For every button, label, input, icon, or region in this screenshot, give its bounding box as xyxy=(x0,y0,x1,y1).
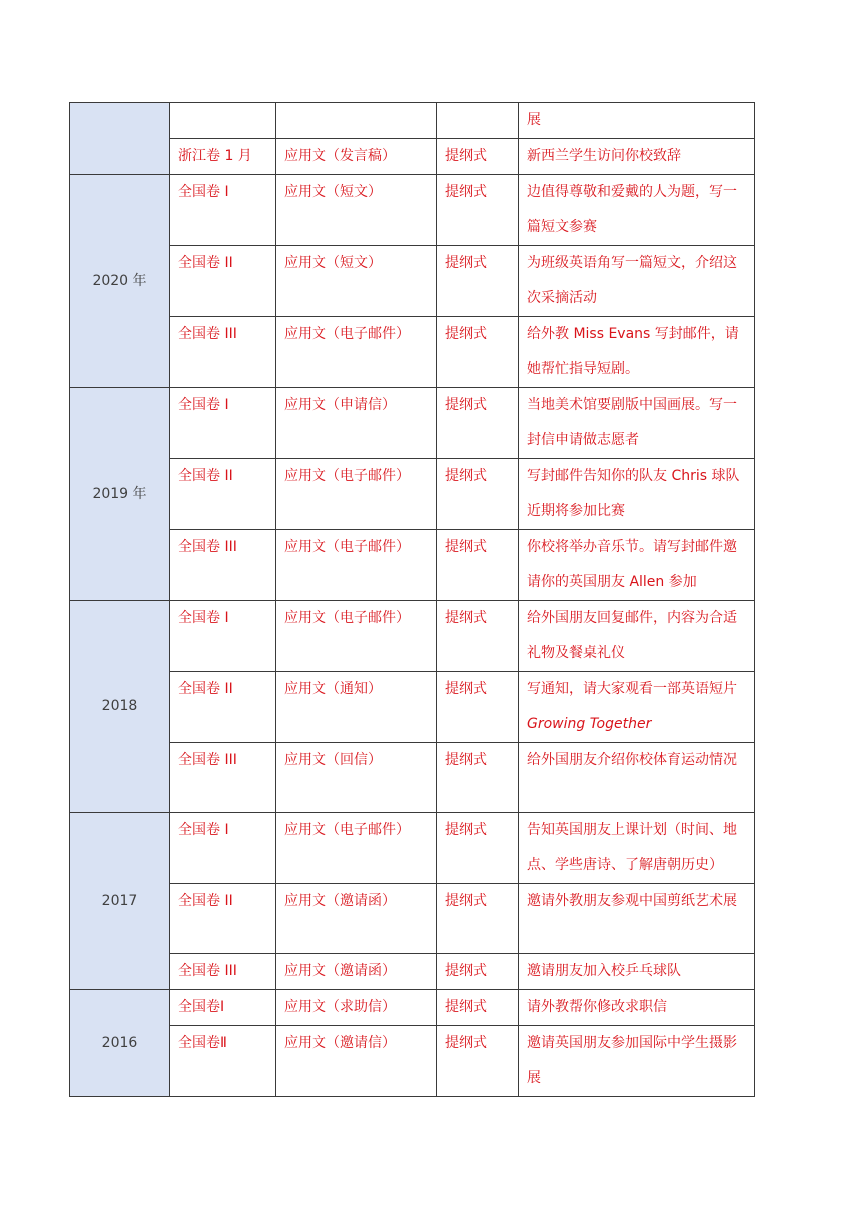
format-cell: 提纲式 xyxy=(437,388,519,459)
genre-cell: 应用文（电子邮件） xyxy=(276,317,437,388)
year-cell: 2020 年 xyxy=(70,175,170,388)
table-row xyxy=(70,530,755,601)
desc-cell: 邀请朋友加入校乒乓球队 xyxy=(519,954,755,990)
year-cell: 2017 xyxy=(70,813,170,990)
desc-cell: 给外国朋友回复邮件，内容为合适礼物及餐桌礼仪 xyxy=(519,601,755,672)
format-cell xyxy=(437,103,519,139)
desc-cell: 邀请外教朋友参观中国剪纸艺术展 xyxy=(519,884,755,954)
desc-cell: 告知英国朋友上课计划（时间、地点、学些唐诗、了解唐朝历史） xyxy=(519,813,755,884)
desc-cell: 请外教帮你修改求职信 xyxy=(519,990,755,1026)
genre-cell: 应用文（电子邮件） xyxy=(276,530,437,601)
paper-cell: 全国卷 II xyxy=(170,246,276,317)
format-cell: 提纲式 xyxy=(437,954,519,990)
format-cell: 提纲式 xyxy=(437,175,519,246)
format-cell: 提纲式 xyxy=(437,459,519,530)
paper-cell: 全国卷 I xyxy=(170,813,276,884)
desc-cell: 给外教 Miss Evans 写封邮件，请她帮忙指导短剧。 xyxy=(519,317,755,388)
desc-cell: 为班级英语角写一篇短文，介绍这次采摘活动 xyxy=(519,246,755,317)
genre-cell: 应用文（短文） xyxy=(276,246,437,317)
paper-cell: 全国卷 II xyxy=(170,459,276,530)
genre-cell: 应用文（电子邮件） xyxy=(276,459,437,530)
genre-cell: 应用文（通知） xyxy=(276,672,437,743)
genre-cell: 应用文（邀请函） xyxy=(276,954,437,990)
year-cell xyxy=(70,103,170,175)
year-cell: 2016 xyxy=(70,990,170,1097)
format-cell: 提纲式 xyxy=(437,884,519,954)
paper-cell: 全国卷 III xyxy=(170,954,276,990)
paper-cell: 全国卷 I xyxy=(170,388,276,459)
format-cell: 提纲式 xyxy=(437,601,519,672)
year-cell: 2018 xyxy=(70,601,170,813)
desc-cell xyxy=(519,672,755,743)
format-cell: 提纲式 xyxy=(437,743,519,813)
table-row xyxy=(70,103,755,139)
table-row xyxy=(70,990,755,1026)
genre-cell: 应用文（邀请信） xyxy=(276,1026,437,1097)
paper-cell: 全国卷 I xyxy=(170,175,276,246)
genre-cell xyxy=(276,103,437,139)
genre-cell: 应用文（求助信） xyxy=(276,990,437,1026)
format-cell: 提纲式 xyxy=(437,317,519,388)
film-title: Growing Together xyxy=(527,716,652,732)
table-row xyxy=(70,175,755,246)
paper-cell: 全国卷Ⅱ xyxy=(170,1026,276,1097)
genre-cell: 应用文（邀请函） xyxy=(276,884,437,954)
genre-cell: 应用文（电子邮件） xyxy=(276,813,437,884)
desc-cell: 新西兰学生访问你校致辞 xyxy=(519,139,755,175)
desc-cell: 给外国朋友介绍你校体育运动情况 xyxy=(519,743,755,813)
genre-cell: 应用文（电子邮件） xyxy=(276,601,437,672)
desc-cell: 邀请英国朋友参加国际中学生摄影展 xyxy=(519,1026,755,1097)
paper-cell: 全国卷 II xyxy=(170,672,276,743)
desc-cell: 写封邮件告知你的队友 Chris 球队近期将参加比赛 xyxy=(519,459,755,530)
table-row xyxy=(70,672,755,743)
table-row xyxy=(70,884,755,954)
paper-cell: 全国卷 III xyxy=(170,317,276,388)
paper-cell: 浙江卷 1 月 xyxy=(170,139,276,175)
table-row xyxy=(70,317,755,388)
format-cell: 提纲式 xyxy=(437,813,519,884)
paper-cell: 全国卷 III xyxy=(170,530,276,601)
desc-cell: 你校将举办音乐节。请写封邮件邀请你的英国朋友 Allen 参加 xyxy=(519,530,755,601)
table-row xyxy=(70,813,755,884)
desc-text: 写通知，请大家观看一部英语短片 xyxy=(527,681,737,697)
table-row xyxy=(70,388,755,459)
desc-cell: 边值得尊敬和爱戴的人为题，写一篇短文参赛 xyxy=(519,175,755,246)
table-row xyxy=(70,246,755,317)
paper-cell: 全国卷 I xyxy=(170,601,276,672)
genre-cell: 应用文（发言稿） xyxy=(276,139,437,175)
format-cell: 提纲式 xyxy=(437,990,519,1026)
genre-cell: 应用文（短文） xyxy=(276,175,437,246)
paper-cell: 全国卷 III xyxy=(170,743,276,813)
format-cell: 提纲式 xyxy=(437,530,519,601)
exam-writing-table xyxy=(69,102,755,1097)
year-cell: 2019 年 xyxy=(70,388,170,601)
table-row xyxy=(70,1026,755,1097)
paper-cell xyxy=(170,103,276,139)
desc-cell: 当地美术馆要剧版中国画展。写一封信申请做志愿者 xyxy=(519,388,755,459)
desc-cell: 展 xyxy=(519,103,755,139)
format-cell: 提纲式 xyxy=(437,139,519,175)
genre-cell: 应用文（申请信） xyxy=(276,388,437,459)
table-row xyxy=(70,743,755,813)
format-cell: 提纲式 xyxy=(437,1026,519,1097)
table-row xyxy=(70,459,755,530)
format-cell: 提纲式 xyxy=(437,246,519,317)
table-row xyxy=(70,954,755,990)
table-row xyxy=(70,139,755,175)
table-row xyxy=(70,601,755,672)
paper-cell: 全国卷Ⅰ xyxy=(170,990,276,1026)
format-cell: 提纲式 xyxy=(437,672,519,743)
genre-cell: 应用文（回信） xyxy=(276,743,437,813)
paper-cell: 全国卷 II xyxy=(170,884,276,954)
